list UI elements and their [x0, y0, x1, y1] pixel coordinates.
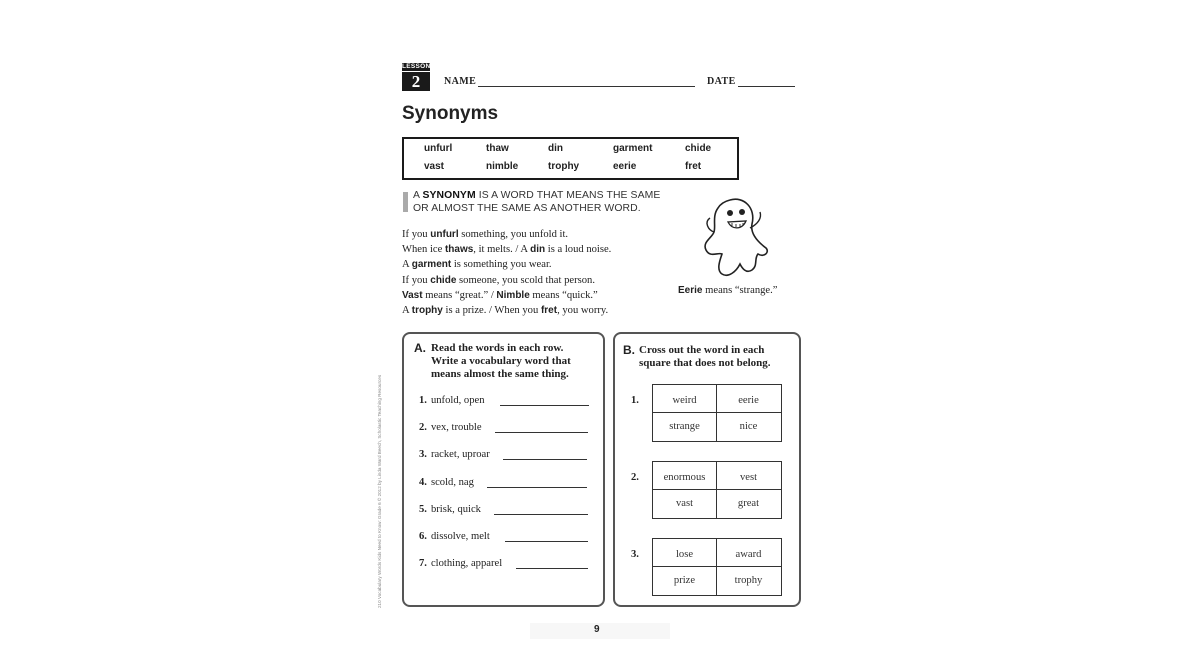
explanation-text: A	[402, 305, 410, 316]
question-text: brisk, quick	[430, 504, 481, 515]
word-box-item: chide	[685, 143, 712, 154]
word-box-item: unfurl	[424, 143, 453, 154]
question-item	[419, 531, 490, 542]
keyword: Eerie	[678, 285, 703, 296]
explanation-text: When ice	[402, 244, 443, 255]
explanation-line	[402, 259, 552, 270]
explanation-text: means “great.” /	[425, 290, 494, 301]
question-text: dissolve, melt	[430, 531, 490, 542]
explanation-text: is a prize. / When you	[445, 305, 539, 316]
question-number: 4.	[419, 477, 427, 488]
question-number: 3.	[419, 449, 427, 460]
keyword: Vast	[402, 290, 423, 301]
grid-word[interactable]: lose	[675, 549, 694, 560]
explanation-text: If you	[402, 229, 428, 240]
question-text: unfold, open	[430, 395, 485, 406]
question-item	[419, 395, 485, 406]
explanation-text: A	[402, 259, 410, 270]
word-box-item: fret	[685, 161, 702, 172]
keyword: chide	[430, 275, 457, 286]
grid-word[interactable]: enormous	[663, 472, 706, 483]
word-box-item: garment	[613, 143, 653, 154]
grid-word[interactable]: weird	[672, 395, 697, 406]
explanation-text: If you	[402, 275, 428, 286]
copyright-credit: 210 Vocabulary Words Kids Need to Know: Grade 6 © 2012 by Linda Ward Beech, Scholastic Teaching Resources	[377, 374, 382, 608]
ghost-illustration	[700, 194, 772, 278]
question-text: scold, nag	[430, 477, 474, 488]
word-box-item: eerie	[613, 161, 637, 172]
caption-text: means “strange.”	[705, 285, 778, 296]
lesson-number: 2	[411, 72, 421, 91]
definition-line-2: OR ALMOST THE SAME AS ANOTHER WORD.	[413, 203, 641, 214]
grid-number: 1.	[631, 395, 639, 406]
answer-line[interactable]	[495, 432, 588, 433]
section-b-letter: B.	[623, 343, 635, 357]
section-a-instruction: Read the words in each row.	[431, 342, 564, 354]
definition-text: A	[413, 190, 420, 201]
name-line	[478, 86, 695, 87]
grid-word[interactable]: nice	[739, 421, 758, 432]
keyword: trophy	[411, 305, 443, 316]
question-number: 2.	[419, 422, 427, 433]
question-number: 1.	[419, 395, 427, 406]
question-item	[419, 477, 474, 488]
section-a-instruction: Write a vocabulary word that	[431, 355, 571, 367]
section-b-instruction: square that does not belong.	[639, 357, 771, 369]
name-label: NAME	[444, 76, 477, 87]
word-grid	[652, 461, 782, 519]
section-a-letter: A.	[414, 341, 426, 355]
section-a-instruction: means almost the same thing.	[431, 368, 569, 380]
question-number: 6.	[419, 531, 427, 542]
page-number: 9	[594, 624, 600, 635]
definition-term: SYNONYM	[422, 190, 476, 201]
keyword: Nimble	[496, 290, 530, 301]
answer-line[interactable]	[503, 459, 587, 460]
explanation-text: , you worry.	[557, 305, 609, 316]
definition-text: IS A WORD THAT MEANS THE SAME	[478, 190, 661, 201]
lesson-label: LESSON	[402, 63, 431, 70]
explanation-line	[402, 275, 595, 286]
question-item	[419, 558, 502, 569]
question-text: vex, trouble	[430, 422, 482, 433]
page-number-band	[530, 623, 670, 639]
answer-line[interactable]	[516, 568, 588, 569]
grid-word[interactable]: trophy	[734, 575, 763, 586]
keyword: din	[530, 244, 546, 255]
explanation-text: someone, you scold that person.	[459, 275, 595, 286]
answer-line[interactable]	[487, 487, 587, 488]
word-box-item: din	[548, 143, 563, 154]
explanation-line	[402, 229, 568, 240]
explanation-text: something, you unfold it.	[461, 229, 569, 240]
answer-line[interactable]	[494, 514, 588, 515]
question-text: racket, uproar	[430, 449, 490, 460]
section-b-instruction: Cross out the word in each	[639, 344, 765, 356]
lesson-badge	[402, 63, 430, 91]
grid-word[interactable]: vest	[739, 472, 758, 483]
explanation-text: is a loud noise.	[547, 244, 612, 255]
word-grid	[652, 384, 782, 442]
word-grid	[652, 538, 782, 596]
grid-word[interactable]: award	[735, 549, 762, 560]
question-text: clothing, apparel	[430, 558, 503, 569]
definition-bar	[403, 192, 408, 212]
grid-number: 2.	[631, 472, 639, 483]
question-item	[419, 449, 490, 460]
grid-word[interactable]: strange	[669, 421, 700, 432]
word-box-item: vast	[424, 161, 445, 172]
vocabulary-word-box	[402, 137, 739, 180]
grid-word[interactable]: prize	[673, 575, 696, 586]
keyword: thaws	[444, 244, 474, 255]
question-item	[419, 422, 482, 433]
keyword: unfurl	[430, 229, 459, 240]
date-line	[738, 86, 795, 87]
grid-word[interactable]: vast	[675, 498, 694, 509]
ghost-caption	[678, 285, 777, 296]
keyword: fret	[540, 305, 558, 316]
grid-word[interactable]: great	[737, 498, 760, 509]
explanation-text: means “quick.”	[532, 290, 598, 301]
explanation-line	[402, 290, 598, 301]
question-item	[419, 504, 481, 515]
question-number: 5.	[419, 504, 427, 515]
word-box-item: thaw	[486, 143, 509, 154]
keyword: garment	[411, 259, 452, 270]
explanation-line	[402, 244, 611, 255]
answer-line[interactable]	[500, 405, 589, 406]
explanation-line	[402, 305, 608, 316]
explanation-text: is something you wear.	[453, 259, 552, 270]
explanation-text: , it melts. / A	[473, 244, 528, 255]
definition-line-1	[413, 190, 660, 201]
question-number: 7.	[419, 558, 427, 569]
word-box-item: nimble	[486, 161, 519, 172]
page-title: Synonyms	[402, 103, 499, 124]
grid-number: 3.	[631, 549, 639, 560]
word-box-item: trophy	[548, 161, 580, 172]
answer-line[interactable]	[505, 541, 588, 542]
grid-word[interactable]: eerie	[738, 395, 759, 406]
date-label: DATE	[707, 76, 736, 87]
